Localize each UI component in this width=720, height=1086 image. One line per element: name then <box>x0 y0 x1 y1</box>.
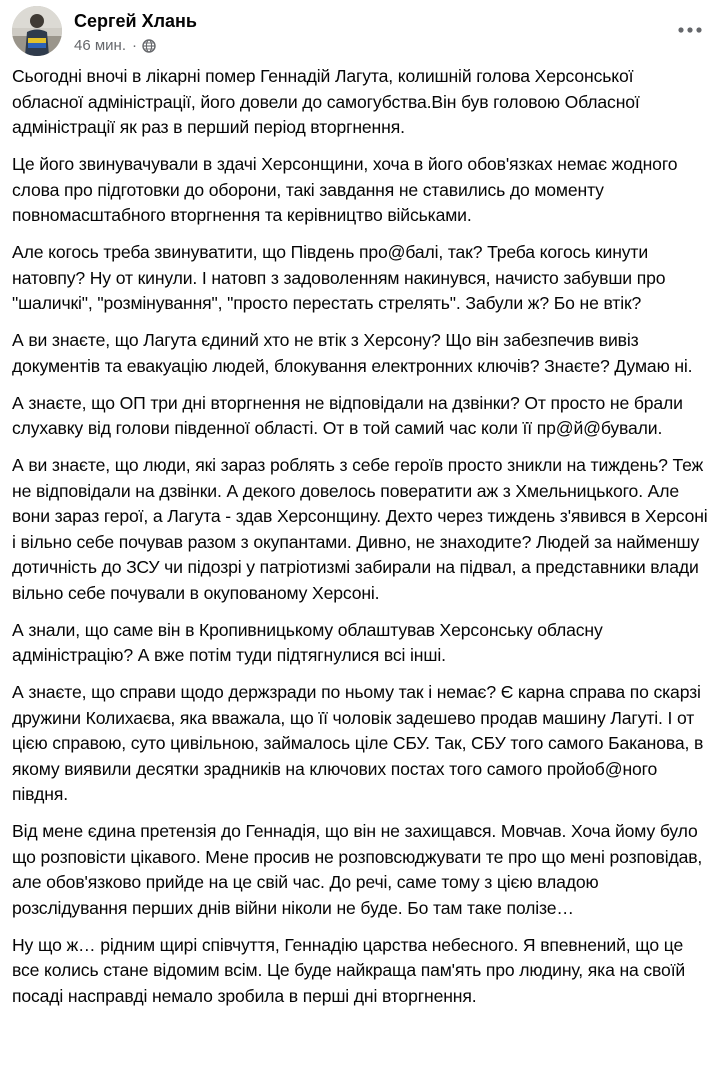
author-avatar[interactable] <box>12 6 62 56</box>
post-paragraph: Сьогодні вночі в лікарні помер Геннадій Лагута, колишній голова Херсонської обласної адміністрації, його довели до самогубства.Він був головою Обласної адміністрації як раз в перший період вторгнення. <box>12 66 640 137</box>
more-options-button[interactable] <box>672 16 708 44</box>
post-paragraph: А знаєте, що справи щодо держзради по ньому так і немає? Є карна справа по скарзі дружини Колихаєва, яка вважала, що її чоловік задешево продав машину Лагуті. І от цією справою, суто цивільною, займалось ціле СБУ. Так, СБУ того самого Баканова, в якому виявили десятки зрадників на ключових постах того самого пройоб@ного півдня. <box>12 682 704 804</box>
post-paragraph: Ну що ж… рідним щирі співчуття, Геннадію царства небесного. Я впевнений, що це все колись стане відомим всім. Це буде найкраща пам'ять про людину, яка на своїй посаді насправді немало зробила в перші дні вторгнення. <box>12 934 686 1006</box>
post-paragraph: А ви знаєте, що Лагута єдиний хто не втік з Херсону? Що він забезпечив вивіз документів та евакуацію людей, блокування електронних ключів? Знаєте? Думаю ні. <box>12 330 693 376</box>
post-paragraph: А знаєте, що ОП три дні вторгнення не відповідали на дзвінки? От просто не брали слухавку від голови південної області. От в той самий час коли її пр@й@бували. <box>12 392 683 438</box>
post-paragraph: Але когось треба звинуватити, що Південь про@балі, так? Треба когось кинути натовпу? Ну от кинули. І натовп з задоволенням накинувся, начисто забувши про "шаличкі", "розмінування", "просто перестать стрелять". Забули ж? Бо не втік? <box>12 242 666 313</box>
post-timestamp[interactable]: 46 мин. <box>74 37 126 54</box>
post-paragraph: А ви знаєте, що люди, які зараз роблять з себе героїв просто зникли на тиждень? Теж не відповідали на дзвінки. А декого довелось повератити аж з Хмельницького. Але вони зараз герої, а Лагута - здав Херсонщину. Дехто через тиждень з'явився в Херсоні і вільно себе почував разом з окупантами. Дивно, не знаходите? Людей за найменшу дотичність до ЗСУ чи підозрі у патріотизмі забирали на підвал, а представники влади вільно себе почували в окупованому Херсоні. <box>12 455 708 603</box>
avatar-photo-icon <box>12 6 62 56</box>
post-header <box>12 6 708 58</box>
globe-icon[interactable] <box>142 39 156 53</box>
post-meta <box>74 37 156 54</box>
post-paragraph: А знали, що саме він в Кропивницькому облаштував Херсонську обласну адміністрацію? А вже потім туди підтягнулися всі інші. <box>12 619 603 665</box>
post-paragraph: Це його звинувачували в здачі Херсонщини, хоча в його обов'язках немає жодного слова про підготовки до оборони, такі завдання не ставились до моменту повномасштабного вторгнення та керівництво військами. <box>12 154 678 225</box>
meta-separator: · <box>132 37 137 54</box>
more-horizontal-icon <box>677 26 703 34</box>
post-paragraph: Від мене єдина претензія до Геннадія, що він не захищався. Мовчав. Хоча йому було що розповісти цікавого. Мене просив не розповсюджувати те про що мені розповідав, але обов'язково прийде на це свій час. До речі, саме тому з цією владою розслідування перших днів війни ніколи не буде. Бо там таке полізе… <box>12 821 703 918</box>
author-name[interactable]: Сергей Хлань <box>74 11 197 31</box>
post-body <box>12 64 708 1021</box>
